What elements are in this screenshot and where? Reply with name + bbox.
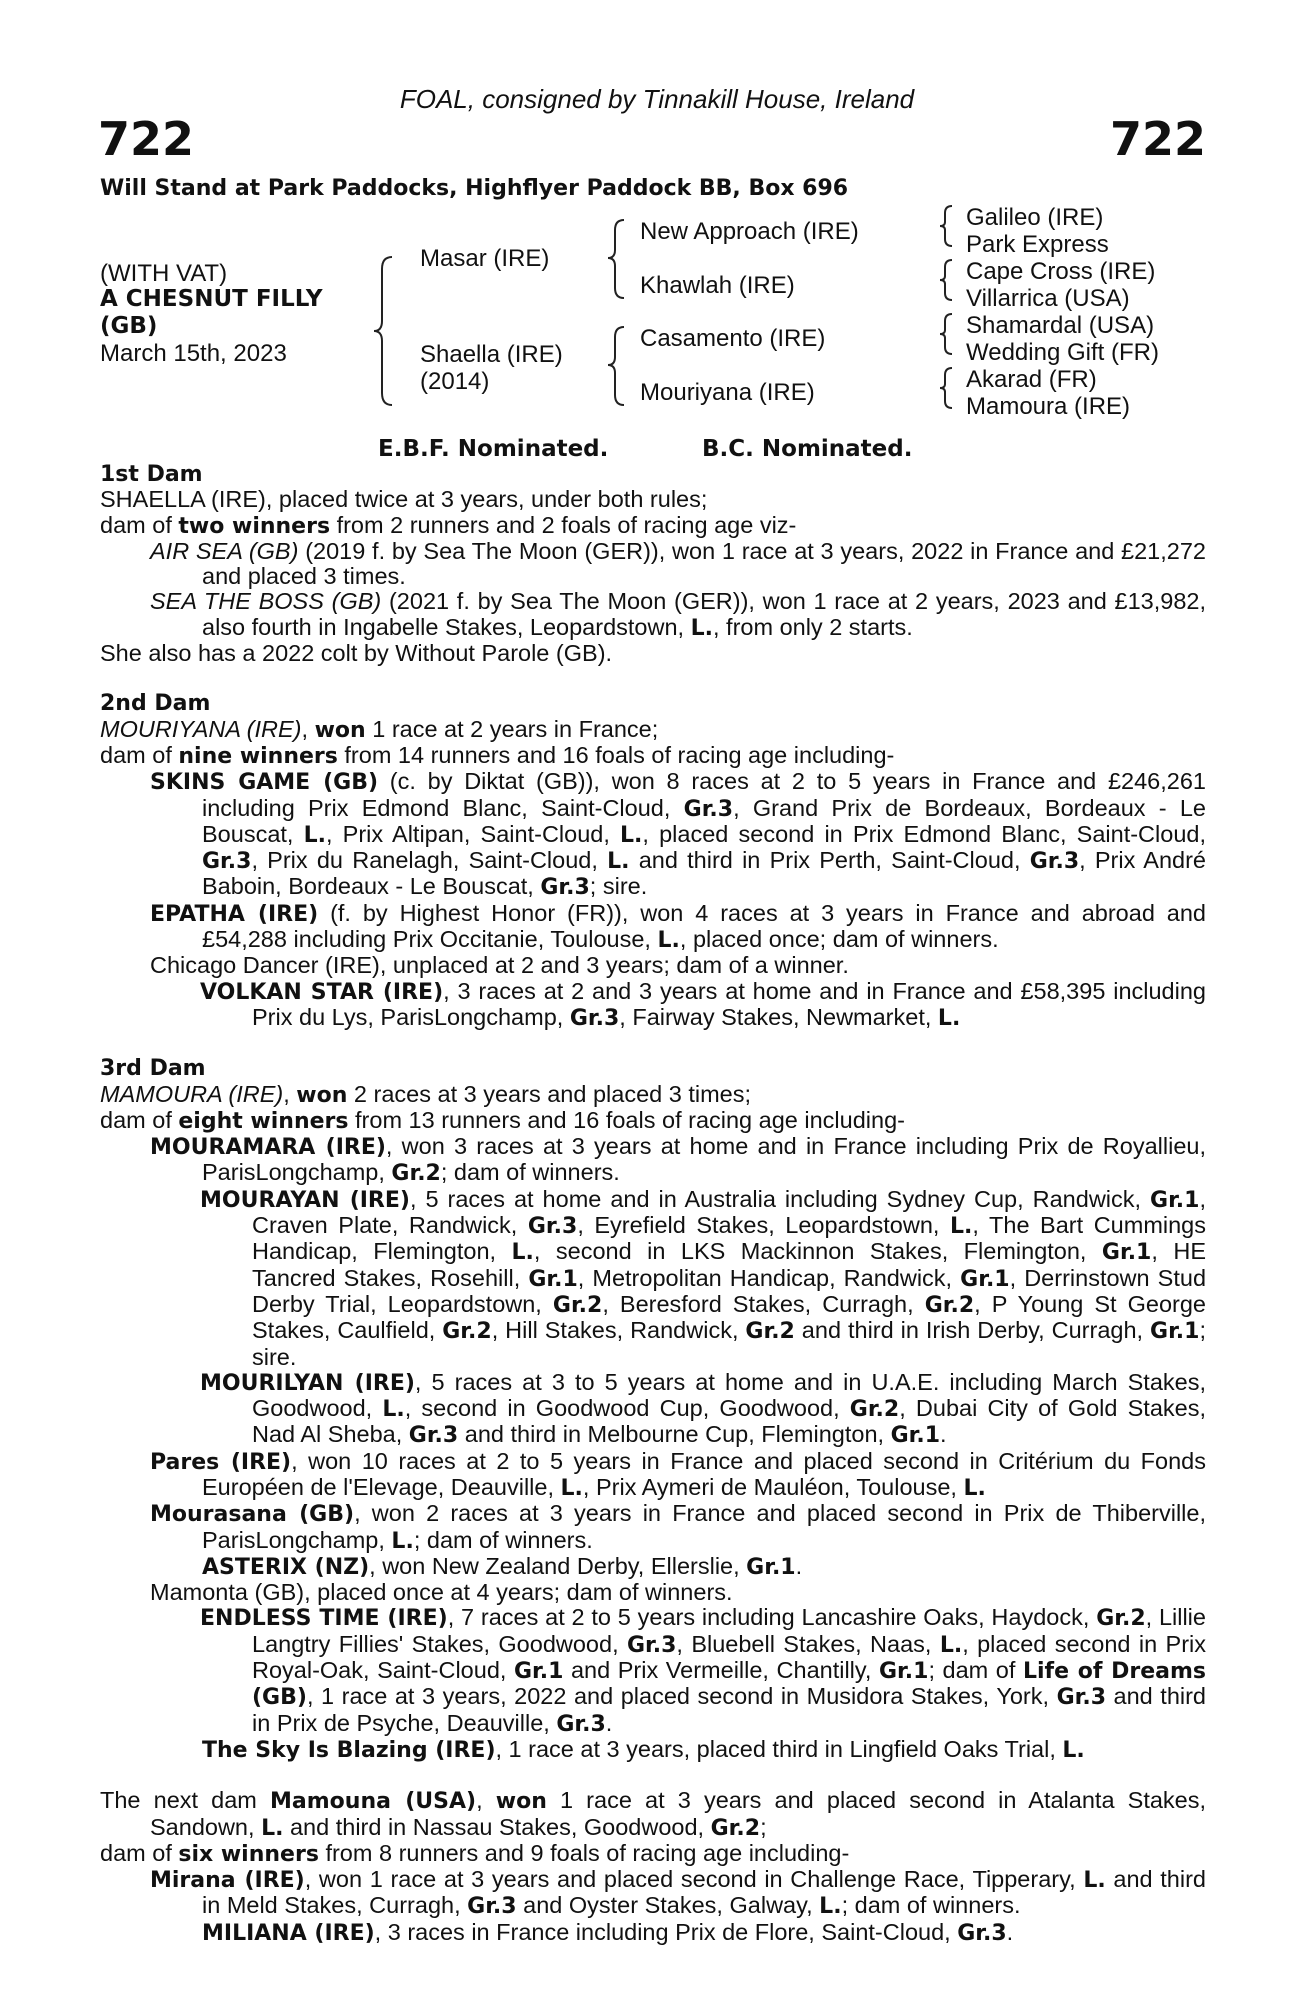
lot-number-left: 722 xyxy=(98,112,195,166)
gp-2: Park Express xyxy=(966,231,1109,258)
grand-progeny-entry: ASTERIX (NZ), won New Zealand Derby, Ellerslie, Gr.1. xyxy=(202,1552,803,1580)
gp-brace-2 xyxy=(938,258,954,302)
progeny-entry: AIR SEA (GB) (2019 f. by Sea The Moon (GER)), won 1 race at 3 years, 2022 in France and £21,272 and placed 3 times. xyxy=(150,537,1206,590)
gp-3: Cape Cross (IRE) xyxy=(966,258,1156,285)
grand-progeny-entry: The Sky Is Blazing (IRE), 1 race at 3 years, placed third in Lingfield Oaks Trial, L. xyxy=(202,1735,1085,1763)
grand-progeny-entry: MOURAYAN (IRE), 5 races at home and in Australia including Sydney Cup, Randwick, Gr.1, Craven Plate, Randwick, Gr.3, Eyrefield Stakes, Leopardstown, L., The Bart Cummings Handicap, Flemington, L., second in LKS Mackinnon Stakes, Flemington, Gr.1, HE Tancred Stakes, Rosehill, Gr.1, Metropolitan Handicap, Randwick, Gr.1, Derrinstown Stud Derby Trial, Leopardstown, Gr.2, Beresford Stakes, Curragh, Gr.2, P Young St George Stakes, Caulfield, Gr.2, Hill Stakes, Randwick, Gr.2 and third in Irish Derby, Curragh, Gr.1; sire. xyxy=(200,1185,1207,1370)
catalogue-body xyxy=(100,462,1206,1946)
third-dam-heading: 3rd Dam xyxy=(100,1056,206,1082)
progeny-entry: Chicago Dancer (IRE), unplaced at 2 and 3 years; dam of a winner. xyxy=(150,952,849,979)
foaling-date: March 15th, 2023 xyxy=(100,340,287,367)
progeny-entry: SKINS GAME (GB) (c. by Diktat (GB)), won 8 races at 2 to 5 years in France and £246,261 including Prix Edmond Blanc, Saint-Cloud, Gr.3, Grand Prix de Bordeaux, Bordeaux - Le Bouscat, L., Prix Altipan, Saint-Cloud, L., placed second in Prix Edmond Blanc, Saint-Cloud, Gr.3, Prix du Ranelagh, Saint-Cloud, L. and third in Prix Perth, Saint-Cloud, Gr.3, Prix André Baboin, Bordeaux - Le Bouscat, Gr.3; sire. xyxy=(150,768,1206,901)
third-dam-line: MAMOURA (IRE), won 2 races at 3 years and placed 3 times; xyxy=(100,1080,752,1108)
consignor-line: FOAL, consigned by Tinnakill House, Ireland xyxy=(399,84,915,114)
dam-dam: Mouriyana (IRE) xyxy=(640,379,815,406)
dam-sire-brace xyxy=(372,255,394,407)
lot-number-right: 722 xyxy=(1109,112,1206,166)
first-dam-heading: 1st Dam xyxy=(100,462,203,487)
second-dam-heading: 2nd Dam xyxy=(100,691,211,717)
dam-name: Shaella (IRE) xyxy=(420,341,563,368)
next-dam-line: The next dam Mamouna (USA), won 1 race at 3 years and placed second in Atalanta Stakes, Sandown, L. and third in Nassau Stakes, Goodwood, Gr.2; xyxy=(100,1787,1207,1841)
dam-year: (2014) xyxy=(420,368,490,395)
ebf-nomination: E.B.F. Nominated. xyxy=(378,436,609,462)
next-dam-produce-summary: dam of six winners from 8 runners and 9 foals of racing age including- xyxy=(100,1839,850,1867)
horse-name: A CHESNUT FILLY xyxy=(100,286,323,312)
gp-1: Galileo (IRE) xyxy=(966,204,1104,231)
progeny-entry: EPATHA (IRE) (f. by Highest Honor (FR)), won 4 races at 3 years in France and abroad and £54,288 including Prix Occitanie, Toulouse, L., placed once; dam of winners. xyxy=(150,899,1206,954)
dam-sire: Casamento (IRE) xyxy=(640,325,826,352)
gp-4: Villarrica (USA) xyxy=(966,285,1130,312)
vat-label: (WITH VAT) xyxy=(100,260,228,287)
grand-progeny-entry: MOURILYAN (IRE), 5 races at 3 to 5 years at home and in U.A.E. including March Stakes, Goodwood, L., second in Goodwood Cup, Goodwood, Gr.2, Dubai City of Gold Stakes, Nad Al Sheba, Gr.3 and third in Melbourne Cup, Flemington, Gr.1. xyxy=(200,1368,1206,1449)
first-dam-line: SHAELLA (IRE), placed twice at 3 years, under both rules; xyxy=(100,486,708,513)
stand-location: Will Stand at Park Paddocks, Highflyer Paddock BB, Box 696 xyxy=(100,176,849,201)
first-dam-produce-summary: dam of two winners from 2 runners and 2 foals of racing age viz- xyxy=(100,511,797,539)
second-dam-produce-summary: dam of nine winners from 14 runners and 16 foals of racing age including- xyxy=(100,741,895,769)
first-dam-note: She also has a 2022 colt by Without Parole (GB). xyxy=(100,640,613,667)
sire-brace xyxy=(606,218,626,300)
gp-5: Shamardal (USA) xyxy=(966,312,1155,339)
horse-origin: (GB) xyxy=(100,313,158,339)
sire-sire: New Approach (IRE) xyxy=(640,218,859,245)
gp-brace-3 xyxy=(938,312,954,356)
grand-progeny-entry: ENDLESS TIME (IRE), 7 races at 2 to 5 years including Lancashire Oaks, Haydock, Gr.2, Lillie Langtry Fillies' Stakes, Goodwood, Gr.3, Bluebell Stakes, Naas, L., placed second in Prix Royal-Oak, Saint-Cloud, Gr.1 and Prix Vermeille, Chantilly, Gr.1; dam of Life of Dreams (GB), 1 race at 3 years, 2022 and placed second in Musidora Stakes, York, Gr.3 and third in Prix de Psyche, Deauville, Gr.3. xyxy=(200,1604,1207,1737)
progeny-entry: Pares (IRE), won 10 races at 2 to 5 years in France and placed second in Critérium du Fonds Européen de l'Elevage, Deauville, L., Prix Aymeri de Mauléon, Toulouse, L. xyxy=(150,1447,1206,1501)
sire-dam: Khawlah (IRE) xyxy=(640,272,795,299)
grand-progeny-entry: VOLKAN STAR (IRE), 3 races at 2 and 3 years at home and in France and £58,395 including Prix du Lys, ParisLongchamp, Gr.3, Fairway Stakes, Newmarket, L. xyxy=(200,977,1206,1031)
grand-progeny-entry: MILIANA (IRE), 3 races in France including Prix de Flore, Saint-Cloud, Gr.3. xyxy=(202,1918,1014,1946)
third-dam-produce-summary: dam of eight winners from 13 runners and 16 foals of racing age including- xyxy=(100,1106,905,1134)
dam-brace xyxy=(606,325,626,407)
progeny-entry: Mirana (IRE), won 1 race at 3 years and placed second in Challenge Race, Tipperary, L. and third in Meld Stakes, Curragh, Gr.3 and Oyster Stakes, Galway, L.; dam of winners. xyxy=(150,1866,1206,1920)
second-dam-line: MOURIYANA (IRE), won 1 race at 2 years in France; xyxy=(100,715,659,743)
gp-6: Wedding Gift (FR) xyxy=(966,339,1159,366)
gp-7: Akarad (FR) xyxy=(966,366,1097,393)
sire-name: Masar (IRE) xyxy=(420,245,550,272)
progeny-entry: Mourasana (GB), won 2 races at 3 years in France and placed second in Prix de Thiberville, ParisLongchamp, L.; dam of winners. xyxy=(150,1500,1206,1554)
progeny-entry: MOURAMARA (IRE), won 3 races at 3 years at home and in France including Prix de Royallieu, ParisLongchamp, Gr.2; dam of winners. xyxy=(150,1133,1207,1187)
gp-8: Mamoura (IRE) xyxy=(966,393,1131,420)
bc-nomination: B.C. Nominated. xyxy=(702,436,913,462)
gp-brace-1 xyxy=(938,204,954,248)
progeny-entry: SEA THE BOSS (GB) (2021 f. by Sea The Moon (GER)), won 1 race at 2 years, 2023 and £13,982, also fourth in Ingabelle Stakes, Leopardstown, L., from only 2 starts. xyxy=(150,588,1206,641)
gp-brace-4 xyxy=(938,366,954,410)
progeny-entry: Mamonta (GB), placed once at 4 years; dam of winners. xyxy=(150,1579,733,1606)
